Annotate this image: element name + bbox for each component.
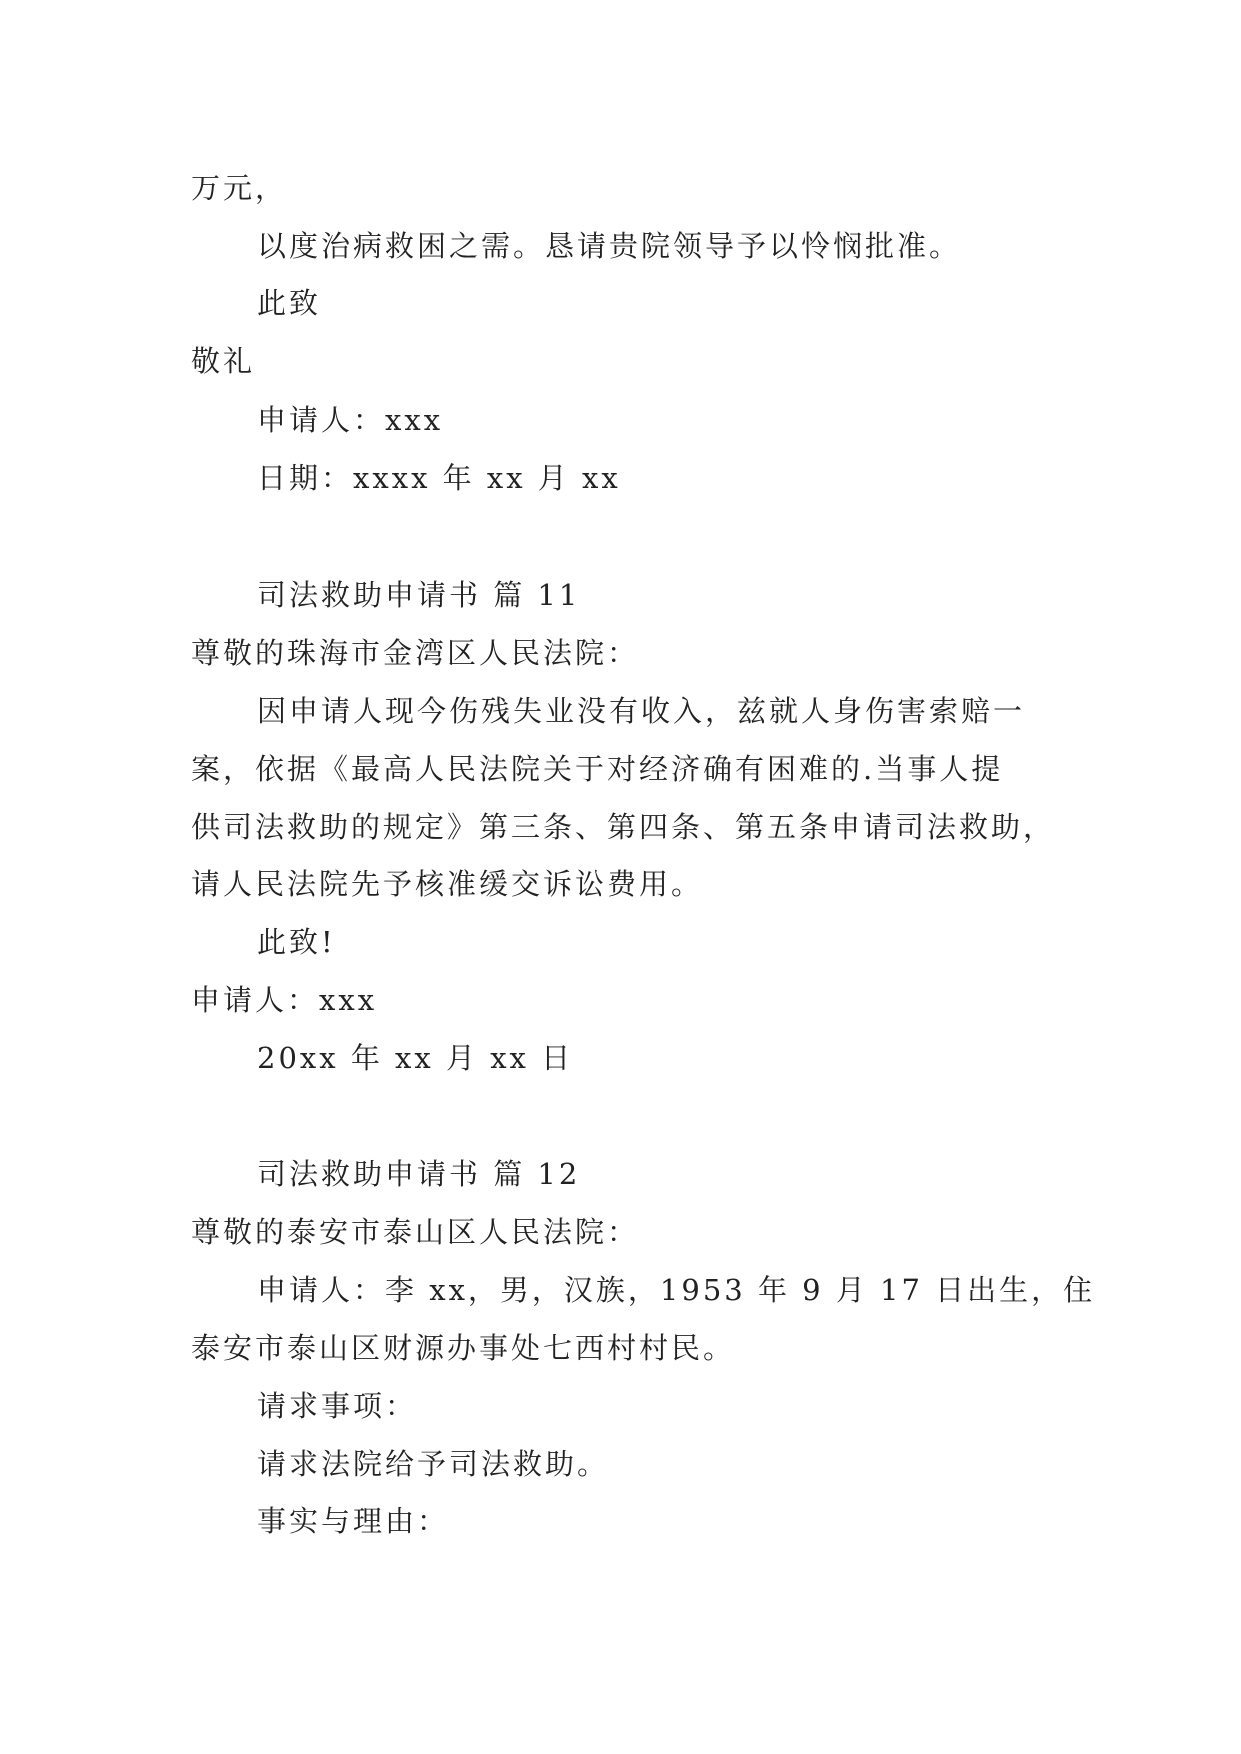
paragraph-line: 供司法救助的规定》第三条、第四条、第五条申请司法救助， bbox=[191, 810, 1056, 844]
subheading: 请求事项： bbox=[257, 1389, 418, 1423]
paragraph-line: 泰安市泰山区财源办事处七西村村民。 bbox=[191, 1331, 736, 1365]
paragraph-line: 请人民法院先予核准缓交诉讼费用。 bbox=[191, 867, 704, 901]
salutation: 尊敬的珠海市金湾区人民法院： bbox=[191, 636, 640, 670]
closing-line: 此致! bbox=[257, 925, 336, 959]
salutation: 尊敬的泰安市泰山区人民法院： bbox=[191, 1215, 640, 1249]
date-line: 日期：xxxx 年 xx 月 xx bbox=[257, 461, 621, 495]
closing-line: 此致 bbox=[257, 286, 322, 320]
paragraph-line: 申请人：李 xx，男，汉族，1953 年 9 月 17 日出生，住 bbox=[257, 1273, 1096, 1307]
closing-line: 敬礼 bbox=[191, 344, 256, 378]
section-heading: 司法救助申请书 篇 11 bbox=[257, 578, 581, 612]
paragraph-line: 案，依据《最高人民法院关于对经济确有困难的.当事人提 bbox=[191, 752, 1004, 786]
paragraph-line: 以度治病救困之需。恳请贵院领导予以怜悯批准。 bbox=[257, 229, 962, 263]
paragraph-line: 万元， bbox=[191, 171, 288, 205]
section-heading: 司法救助申请书 篇 12 bbox=[257, 1157, 581, 1191]
paragraph-line: 请求法院给予司法救助。 bbox=[257, 1447, 610, 1481]
applicant-line: 申请人：xxx bbox=[191, 983, 378, 1017]
applicant-line: 申请人：xxx bbox=[257, 403, 444, 437]
date-line: 20xx 年 xx 月 xx 日 bbox=[257, 1041, 574, 1075]
paragraph-line: 因申请人现今伤残失业没有收入，兹就人身伤害索赔一 bbox=[257, 694, 1026, 728]
subheading: 事实与理由： bbox=[257, 1504, 450, 1538]
